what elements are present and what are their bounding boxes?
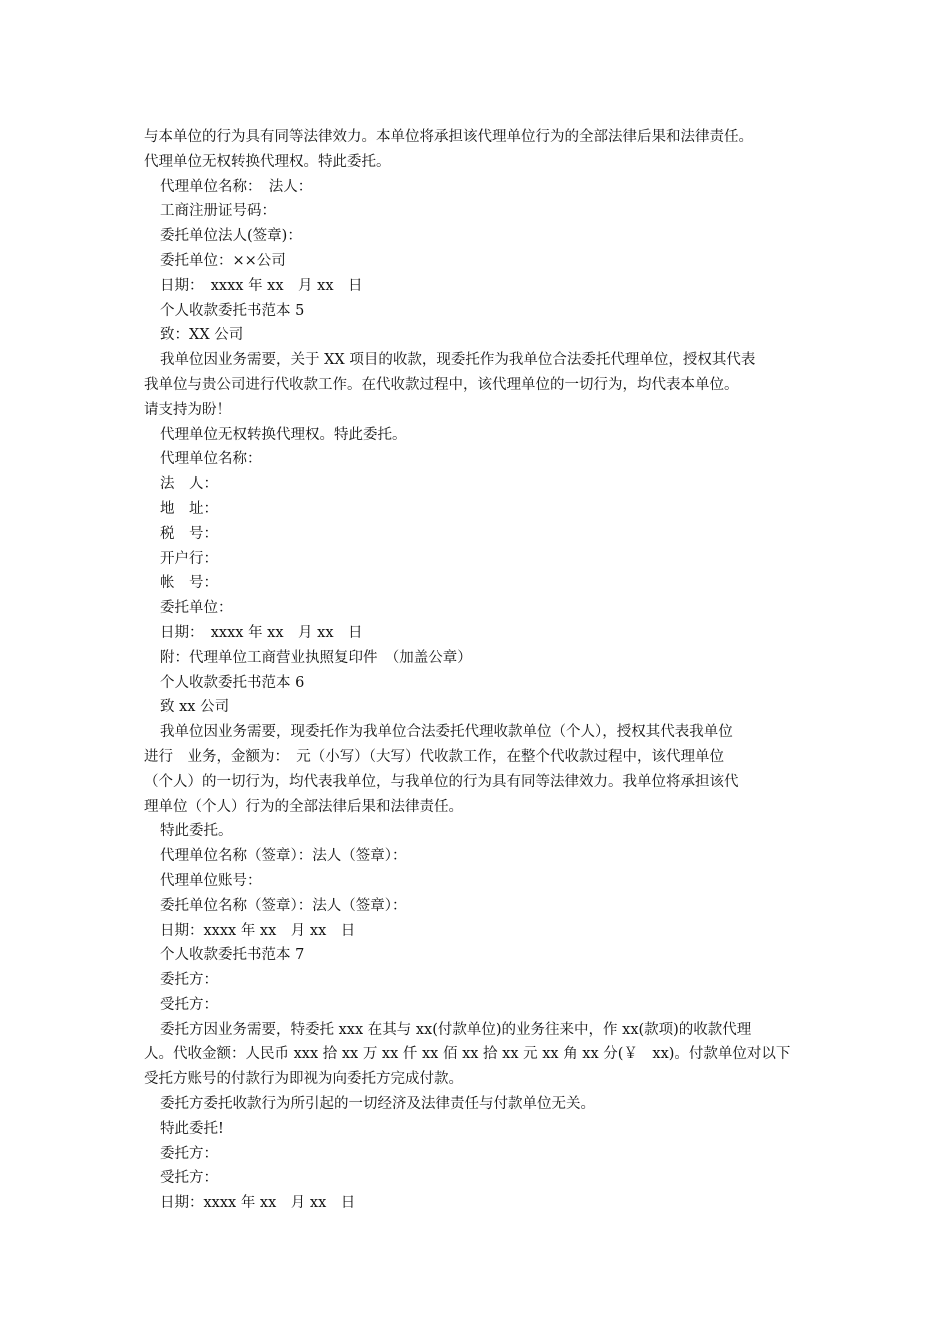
text-line: 附：代理单位工商营业执照复印件 （加盖公章） <box>160 649 472 666</box>
text-line: 个人收款委托书范本 7 <box>160 947 305 964</box>
text-line: 我单位因业务需要，关于 XX 项目的收款，现委托作为我单位合法委托代理单位，授权其代表 <box>160 352 756 369</box>
text-line: 人。代收金额：人民币 xxx 拾 xx 万 xx 仟 xx 佰 xx 拾 xx 元 xx 角 xx 分(￥ xx)。付款单位对以下 <box>144 1046 791 1063</box>
text-line: 进行 业务，金额为： 元（小写）（大写）代收款工作，在整个代收款过程中，该代理单位 <box>144 748 724 765</box>
text-line: 我单位因业务需要，现委托作为我单位合法委托代理收款单位（个人），授权其代表我单位 <box>160 724 733 741</box>
text-line: 委托方： <box>160 1145 218 1162</box>
text-line: 日期： xxxx 年 xx 月 xx 日 <box>160 624 363 641</box>
text-line: 受托方账号的付款行为即视为向委托方完成付款。 <box>144 1071 463 1088</box>
text-line: 日期：xxxx 年 xx 月 xx 日 <box>160 922 356 939</box>
text-line: 委托单位： <box>160 600 233 617</box>
text-line: 受托方： <box>160 996 218 1013</box>
text-line: 代理单位无权转换代理权。特此委托。 <box>160 426 407 443</box>
text-line: 委托单位名称（签章）：法人（签章）： <box>160 897 407 914</box>
text-line: 帐 号： <box>160 575 218 592</box>
text-line: 代理单位名称： <box>160 451 262 468</box>
text-line: 请支持为盼！ <box>144 401 231 418</box>
text-line: 受托方： <box>160 1170 218 1187</box>
text-line: 代理单位无权转换代理权。特此委托。 <box>144 153 391 170</box>
text-line: 工商注册证号码： <box>160 203 276 220</box>
text-line: 法 人： <box>160 476 218 493</box>
text-line: 个人收款委托书范本 6 <box>160 674 305 691</box>
document-body <box>144 125 814 1216</box>
text-line: 致 xx 公司 <box>160 699 230 716</box>
text-line: 开户行： <box>160 550 218 567</box>
text-line: 致：XX 公司 <box>160 327 244 344</box>
text-line: 税 号： <box>160 525 218 542</box>
text-line: 代理单位名称（签章）：法人（签章）： <box>160 848 407 865</box>
text-line: 代理单位账号： <box>160 872 262 889</box>
text-line: （个人）的一切行为，均代表我单位，与我单位的行为具有同等法律效力。我单位将承担该代 <box>144 773 739 790</box>
text-line: 与本单位的行为具有同等法律效力。本单位将承担该代理单位行为的全部法律后果和法律责任。 <box>144 129 753 145</box>
text-line: 理单位（个人）行为的全部法律后果和法律责任。 <box>144 798 463 815</box>
text-line: 日期： xxxx 年 xx 月 xx 日 <box>160 277 363 294</box>
text-line: 委托方： <box>160 972 218 989</box>
text-line: 我单位与贵公司进行代收款工作。在代收款过程中，该代理单位的一切行为，均代表本单位。 <box>144 376 739 393</box>
text-line: 委托方因业务需要，特委托 xxx 在其与 xx(付款单位)的业务往来中，作 xx(款项)的收款代理 <box>160 1021 752 1038</box>
text-line: 个人收款委托书范本 5 <box>160 302 305 319</box>
text-line: 委托方委托收款行为所引起的一切经济及法律责任与付款单位无关。 <box>160 1096 595 1113</box>
text-line: 特此委托。 <box>160 823 233 840</box>
text-line: 日期：xxxx 年 xx 月 xx 日 <box>160 1195 356 1212</box>
text-line: 特此委托! <box>160 1120 224 1137</box>
text-line: 委托单位法人(签章)： <box>160 228 302 245</box>
text-line: 代理单位名称： 法人： <box>160 178 313 195</box>
text-line: 委托单位：××公司 <box>160 252 286 269</box>
text-line: 地 址： <box>160 500 218 517</box>
